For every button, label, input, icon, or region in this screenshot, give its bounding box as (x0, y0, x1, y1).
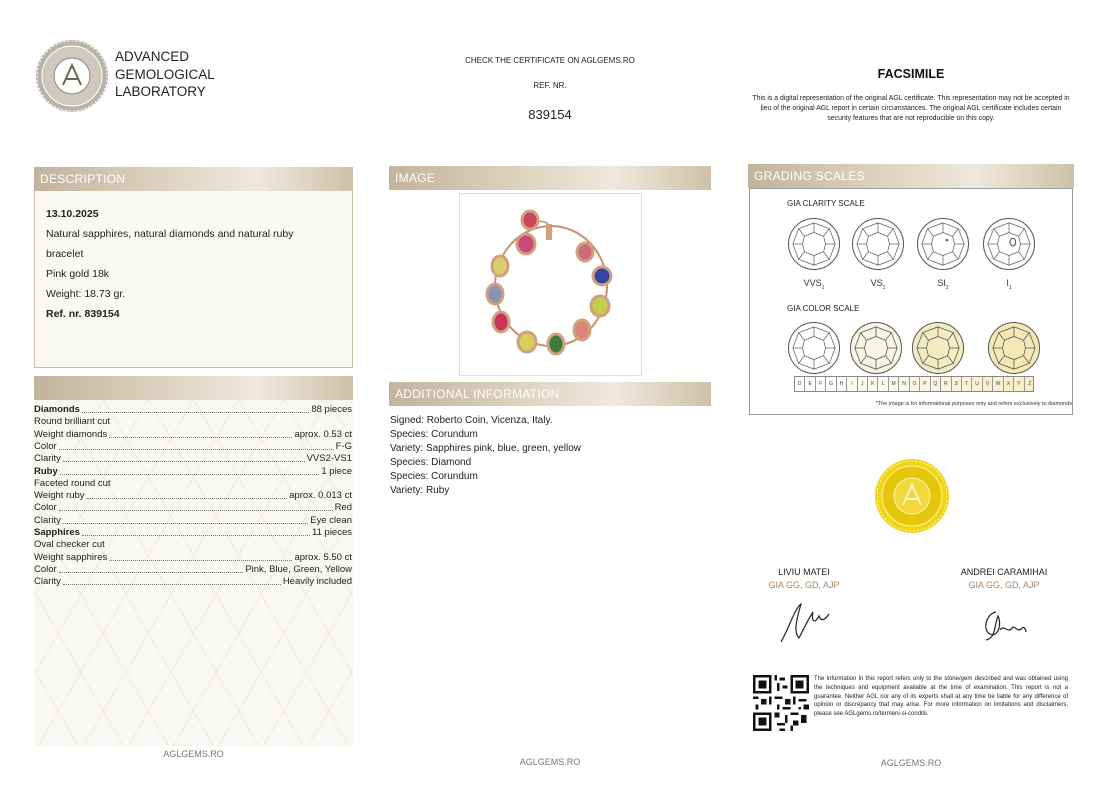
leader-dots (63, 461, 305, 462)
detail-value: Eye clean (310, 514, 352, 526)
detail-row (34, 539, 352, 551)
color-grade-cell: E (805, 377, 815, 391)
signatory-name: ANDREI CARAMIHAI (960, 567, 1048, 577)
color-grade-cell: T (962, 377, 972, 391)
clarity-vs-diamond-icon (852, 218, 904, 270)
detail-key: Weight sapphires (34, 551, 108, 563)
clarity-i-diamond-icon (983, 218, 1035, 270)
detail-key: Faceted round cut (34, 477, 111, 489)
clarity-subscript: 1 (1008, 284, 1012, 291)
color-grade-cell: W (993, 377, 1003, 391)
color-grade-cell: V (983, 377, 993, 391)
detail-key: Sapphires (34, 527, 80, 538)
color-grade-cell: P (920, 377, 930, 391)
color-grade-cell: N (899, 377, 909, 391)
leader-dots (60, 474, 320, 475)
color-grade-cell: H (837, 377, 847, 391)
clarity-si-diamond-icon (917, 218, 969, 270)
color-n-diamond-icon (988, 322, 1040, 374)
gold-seal-icon (874, 458, 950, 534)
clarity-subscript: 1 (882, 284, 886, 291)
clarity-caption-si (923, 278, 963, 291)
item-description: bracelet (46, 248, 84, 260)
color-grade-cell: J (858, 377, 868, 391)
description-header: DESCRIPTION (34, 167, 353, 191)
additional-info-line: Signed: Roberto Coin, Vicenza, Italy. (390, 415, 553, 426)
detail-key: Color (34, 502, 57, 514)
detail-key: Clarity (34, 453, 61, 465)
detail-row (34, 453, 352, 465)
leader-dots (59, 572, 244, 573)
color-grade-cell: X (1004, 377, 1014, 391)
detail-row (34, 527, 352, 539)
weight: Weight: 18.73 gr. (46, 288, 126, 300)
additional-info-header: ADDITIONAL INFORMATION (389, 382, 711, 406)
color-d-diamond-icon (788, 322, 840, 374)
company-name (115, 48, 215, 101)
clarity-subscript: 1 (821, 284, 825, 291)
grading-scales-header: GRADING SCALES (748, 164, 1074, 188)
color-grade-cell: D (795, 377, 805, 391)
detail-row (34, 576, 352, 588)
detail-row (34, 564, 352, 576)
additional-info-line: Variety: Ruby (390, 485, 450, 496)
color-grade-cell: L (878, 377, 888, 391)
color-grade-cell: O (910, 377, 920, 391)
detail-row (34, 429, 352, 441)
detail-value: aprox. 0.013 ct (289, 490, 352, 502)
detail-row (34, 416, 352, 428)
clarity-caption-vs (858, 278, 898, 291)
detail-row (34, 490, 352, 502)
detail-value: aprox. 5.50 ct (294, 551, 352, 563)
detail-key: Clarity (34, 576, 61, 588)
leader-dots (82, 535, 310, 536)
image-header: IMAGE (389, 166, 711, 190)
color-grade-cell: Y (1014, 377, 1024, 391)
additional-info-line: Species: Corundum (390, 471, 478, 482)
bracelet-image (459, 193, 642, 376)
leader-dots (109, 437, 292, 438)
check-certificate-text: CHECK THE CERTIFICATE ON AGLGEMS.RO (465, 56, 635, 65)
detail-row (34, 404, 352, 416)
clarity-scale-title: GIA CLARITY SCALE (787, 199, 865, 208)
ref-number: Ref. nr. 839154 (46, 308, 120, 320)
metal: Pink gold 18k (46, 268, 110, 280)
color-grade-cell: I (847, 377, 857, 391)
detail-value: VVS2-VS1 (306, 453, 352, 465)
additional-info-list (390, 414, 710, 498)
color-grade-cell: Q (931, 377, 941, 391)
company-name-line: LABORATORY (115, 84, 206, 99)
detail-row (34, 441, 352, 453)
detail-key: Oval checker cut (34, 539, 105, 551)
ref-number: 839154 (528, 107, 572, 122)
leader-dots (109, 560, 292, 561)
color-grade-cell: S (952, 377, 962, 391)
company-name-line: ADVANCED (115, 49, 190, 64)
detail-row (34, 502, 352, 514)
company-name-line: GEMOLOGICAL (115, 66, 215, 82)
detail-value: 88 pieces (311, 404, 352, 415)
detail-value: F-G (335, 440, 352, 452)
additional-info-line: Species: Diamond (390, 457, 472, 468)
color-grade-cell: F (816, 377, 826, 391)
footer-website: AGLGEMS.RO (880, 758, 942, 768)
color-scale-bar (794, 376, 1034, 392)
detail-row (34, 478, 352, 490)
detail-key: Weight diamonds (34, 428, 108, 440)
leader-dots (63, 584, 281, 585)
detail-key: Weight ruby (34, 490, 85, 502)
details-header (34, 376, 353, 400)
leader-dots (59, 449, 334, 450)
clarity-vvs-diamond-icon (788, 218, 840, 270)
clarity-grade: I (1006, 278, 1009, 288)
clarity-grade: SI (937, 278, 946, 288)
agl-seal-logo (35, 39, 109, 113)
detail-row (34, 466, 352, 478)
detail-row (34, 515, 352, 527)
detail-value: Heavily included (282, 576, 352, 588)
signatory-name: LIVIU MATEI (778, 567, 830, 577)
additional-info-line: Species: Corundum (390, 429, 478, 440)
signatory-credentials: GIA GG, GD, AJP (968, 580, 1040, 590)
color-k-diamond-icon (912, 322, 964, 374)
detail-value: Pink, Blue, Green, Yellow (245, 563, 352, 575)
clarity-grade: VS (870, 278, 883, 288)
color-grade-cell: R (941, 377, 951, 391)
color-grade-cell: M (889, 377, 899, 391)
clarity-caption-vvs (794, 278, 834, 291)
footer-website: AGLGEMS.RO (519, 757, 581, 767)
detail-key: Round brilliant cut (34, 416, 111, 428)
leader-dots (82, 412, 309, 413)
color-grade-cell: U (972, 377, 982, 391)
footer-website: AGLGEMS.RO (163, 749, 224, 759)
clarity-subscript: 2 (945, 284, 949, 291)
detail-value: Red (334, 502, 352, 514)
facsimile-title: FACSIMILE (877, 67, 945, 81)
disclaimer-text: The information in this report refers only to the stone/gem described and was obtained using the techniques and equipment available at the time of examination. This report is not a guarantee. Neither AGL nor any of its experts shall at any time be liable for any difference of opinion or discrepancy that may arise. For more information on limitations and disclaimers, please see AGLgems.ro/termeni-si-conditii. (814, 676, 1068, 718)
color-grade-cell: G (826, 377, 836, 391)
leader-dots (87, 498, 288, 499)
detail-key: Ruby (34, 465, 58, 477)
signature-andrei-caramihai (978, 604, 1028, 644)
facsimile-text: This is a digital representation of the original AGL certificate. This representation may not be accepted in lieu of the original AGL report in certain circumstances. The original AGL certificate includes certain security features that are not reproducible on this copy. (752, 95, 1070, 122)
color-grade-cell: K (868, 377, 878, 391)
certificate-date: 13.10.2025 (46, 208, 99, 220)
ref-label: REF. NR. (533, 81, 567, 90)
detail-key: Clarity (34, 514, 61, 526)
clarity-grade: VVS (803, 278, 822, 288)
additional-info-line: Variety: Sapphires pink, blue, green, yellow (390, 443, 582, 454)
qr-code-icon (753, 675, 809, 731)
color-g-diamond-icon (850, 322, 902, 374)
detail-key: Color (34, 440, 57, 452)
signatory-credentials: GIA GG, GD, AJP (768, 580, 840, 590)
color-grade-cell: Z (1028, 381, 1032, 387)
detail-key: Diamonds (34, 404, 80, 415)
grading-note: *The image is for informational purposes only and refers exclusively to diamonds (875, 401, 1072, 407)
detail-row (34, 552, 352, 564)
signature-liviu-matei (775, 598, 835, 648)
leader-dots (63, 523, 308, 524)
detail-key: Color (34, 563, 57, 575)
leader-dots (59, 510, 333, 511)
detail-value: 1 piece (321, 465, 352, 477)
detail-value: 11 pieces (312, 527, 352, 538)
item-description: Natural sapphires, natural diamonds and natural ruby (46, 228, 294, 240)
color-scale-title: GIA COLOR SCALE (787, 304, 860, 313)
description-content (46, 204, 346, 324)
detail-value: aprox. 0.53 ct (294, 428, 352, 440)
clarity-caption-i (989, 278, 1029, 291)
